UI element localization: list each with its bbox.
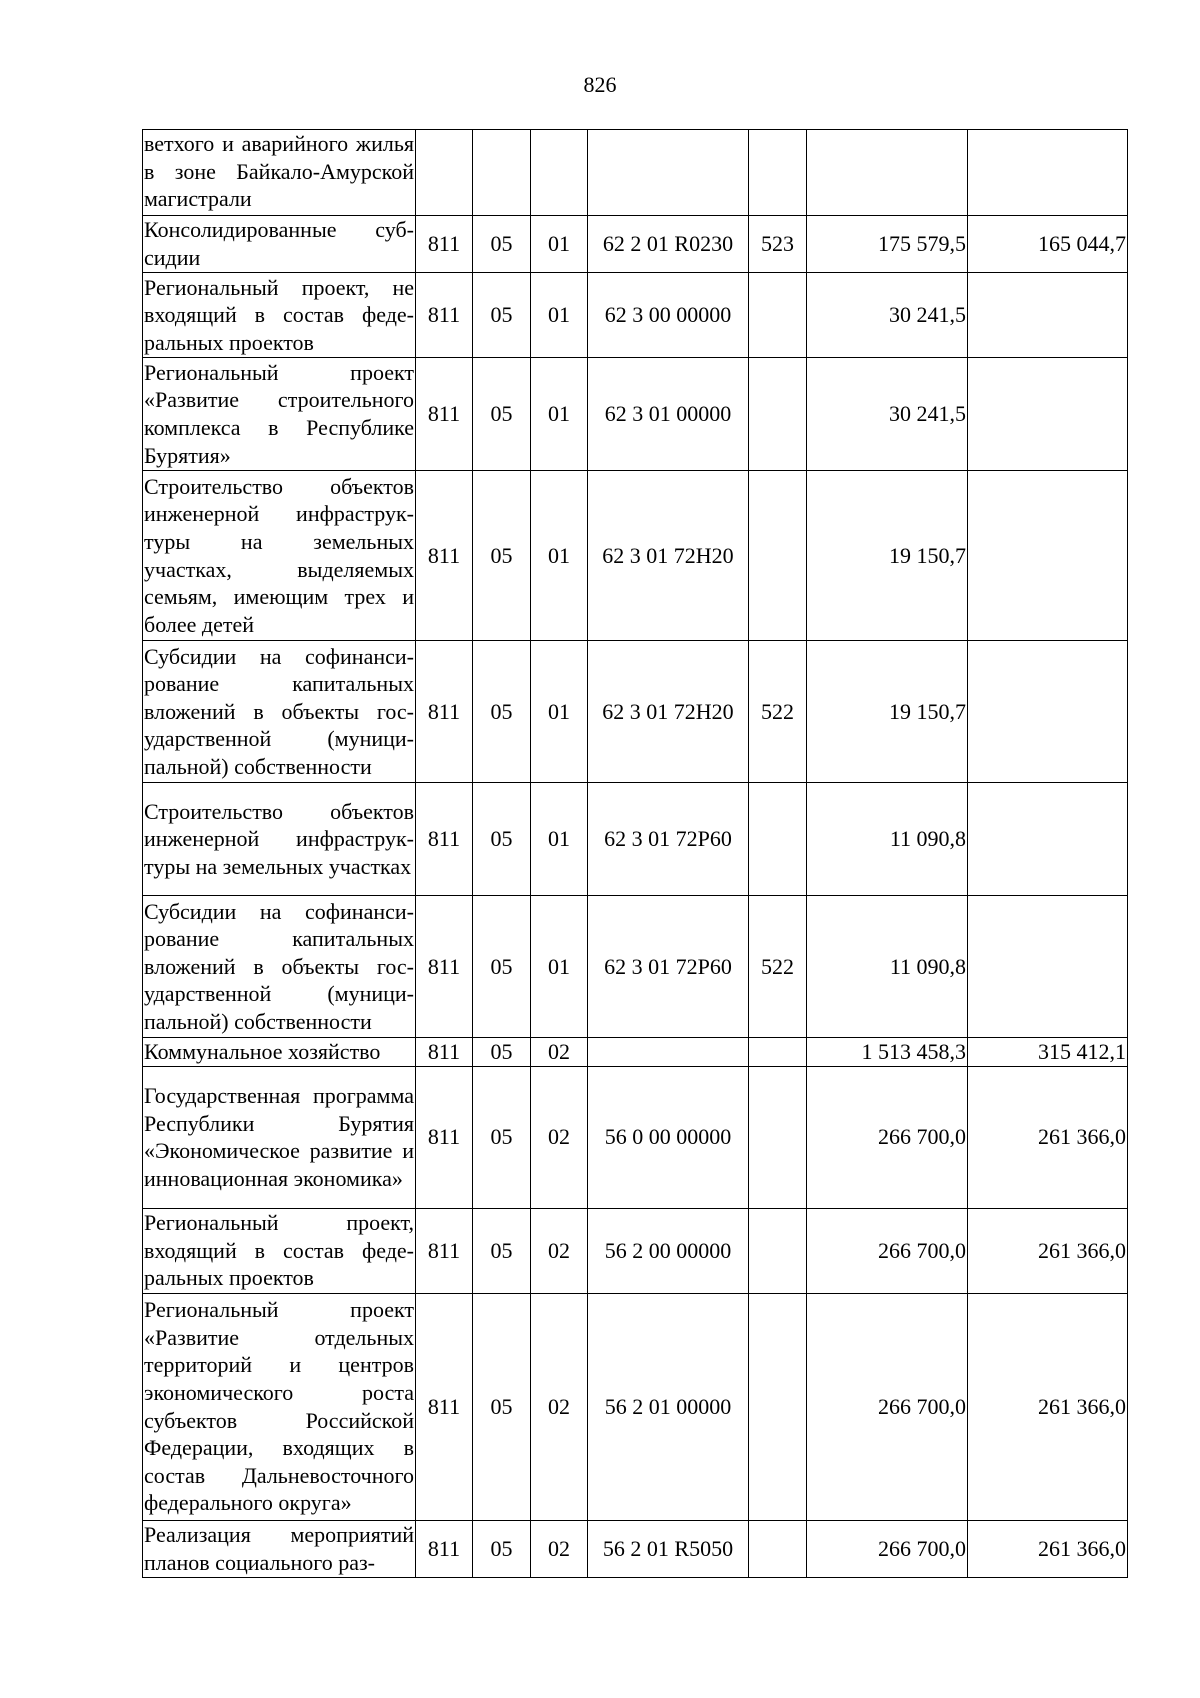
- cell-expense-type: [749, 1293, 807, 1520]
- cell-expense-type: [749, 130, 807, 216]
- cell-ved: 811: [416, 216, 473, 273]
- cell-target-article: 56 0 00 00000: [588, 1066, 749, 1208]
- cell-target-article: 62 2 01 R0230: [588, 216, 749, 273]
- cell-amount-1: [807, 130, 968, 216]
- table-row: [143, 1293, 1128, 1520]
- cell-expense-type: [749, 1520, 807, 1577]
- row-name: Консолидированные субсидии: [143, 216, 416, 273]
- row-name: ветхого и аварийного жилья в зоне Байкало-Амурской магистрали: [143, 130, 416, 216]
- cell-amount-2: [968, 783, 1128, 896]
- cell-subsection: 01: [531, 896, 588, 1038]
- cell-amount-2: [968, 273, 1128, 358]
- cell-ved: 811: [416, 641, 473, 783]
- row-name: Региональный проект, входящий в состав федеральных проектов: [143, 1208, 416, 1293]
- table-row: [143, 1208, 1128, 1293]
- table-row: [143, 1520, 1128, 1577]
- cell-section: 05: [473, 1520, 531, 1577]
- cell-amount-2: [968, 641, 1128, 783]
- row-name: Субсидии на софинансирование капитальных вложений в объекты государственной (муниципальной) собственности: [143, 896, 416, 1038]
- cell-section: 05: [473, 641, 531, 783]
- cell-expense-type: [749, 273, 807, 358]
- cell-amount-1: 11 090,8: [807, 896, 968, 1038]
- row-name: Региональный проект, не входящий в состав федеральных проектов: [143, 273, 416, 358]
- cell-subsection: 02: [531, 1293, 588, 1520]
- cell-amount-2: 261 366,0: [968, 1293, 1128, 1520]
- cell-section: 05: [473, 1208, 531, 1293]
- cell-amount-1: 266 700,0: [807, 1293, 968, 1520]
- cell-section: 05: [473, 471, 531, 641]
- table-row: [143, 130, 1128, 216]
- cell-section: 05: [473, 273, 531, 358]
- row-name: Субсидии на софинансирование капитальных вложений в объекты государственной (муниципальной) собственности: [143, 641, 416, 783]
- cell-ved: 811: [416, 273, 473, 358]
- cell-expense-type: [749, 1208, 807, 1293]
- cell-section: 05: [473, 783, 531, 896]
- cell-section: 05: [473, 1293, 531, 1520]
- table-row: [143, 641, 1128, 783]
- cell-amount-1: 19 150,7: [807, 641, 968, 783]
- page-number: 826: [583, 72, 617, 97]
- cell-target-article: 62 3 00 00000: [588, 273, 749, 358]
- table-row: [143, 216, 1128, 273]
- cell-amount-1: 30 241,5: [807, 273, 968, 358]
- cell-subsection: 02: [531, 1520, 588, 1577]
- cell-subsection: 01: [531, 641, 588, 783]
- cell-expense-type: [749, 783, 807, 896]
- row-name: Региональный проект «Развитие строительного комплекса в Республике Бурятия»: [143, 358, 416, 471]
- cell-ved: [416, 130, 473, 216]
- cell-target-article: 56 2 01 00000: [588, 1293, 749, 1520]
- cell-amount-2: 261 366,0: [968, 1520, 1128, 1577]
- cell-target-article: 62 3 01 72Н20: [588, 471, 749, 641]
- cell-amount-2: [968, 896, 1128, 1038]
- cell-section: [473, 130, 531, 216]
- row-name: Региональный проект «Развитие отдельных территорий и центров экономического роста субъектов Российской Федерации, входящих в состав Дальневосточного федерального округа»: [143, 1293, 416, 1520]
- cell-expense-type: 522: [749, 896, 807, 1038]
- cell-expense-type: [749, 1038, 807, 1067]
- table-row: [143, 471, 1128, 641]
- cell-subsection: 01: [531, 358, 588, 471]
- cell-ved: 811: [416, 896, 473, 1038]
- cell-ved: 811: [416, 1293, 473, 1520]
- cell-ved: 811: [416, 1208, 473, 1293]
- cell-target-article: 62 3 01 72Р60: [588, 783, 749, 896]
- cell-amount-1: 30 241,5: [807, 358, 968, 471]
- cell-target-article: 62 3 01 72Р60: [588, 896, 749, 1038]
- row-name: Реализация мероприятий планов социального раз-: [143, 1520, 416, 1577]
- cell-expense-type: [749, 471, 807, 641]
- cell-section: 05: [473, 1038, 531, 1067]
- cell-subsection: 01: [531, 216, 588, 273]
- row-name: Строительство объектов инженерной инфраструктуры на земельных участках: [143, 783, 416, 896]
- cell-target-article: 62 3 01 00000: [588, 358, 749, 471]
- cell-amount-2: 165 044,7: [968, 216, 1128, 273]
- cell-amount-1: 19 150,7: [807, 471, 968, 641]
- cell-amount-1: 266 700,0: [807, 1520, 968, 1577]
- cell-ved: 811: [416, 783, 473, 896]
- row-name: Строительство объектов инженерной инфраструктуры на земельных участках, выделяемых семьям, имеющим трех и более детей: [143, 471, 416, 641]
- row-name: Коммунальное хозяйство: [143, 1038, 416, 1067]
- row-name: Государственная программа Республики Бурятия «Экономическое развитие и инновационная экономика»: [143, 1066, 416, 1208]
- cell-subsection: 02: [531, 1038, 588, 1067]
- cell-section: 05: [473, 216, 531, 273]
- cell-target-article: 62 3 01 72Н20: [588, 641, 749, 783]
- table-row: [143, 358, 1128, 471]
- cell-ved: 811: [416, 1520, 473, 1577]
- cell-expense-type: [749, 358, 807, 471]
- cell-expense-type: [749, 1066, 807, 1208]
- table-row: [143, 273, 1128, 358]
- table-row: [143, 1038, 1128, 1067]
- cell-amount-2: [968, 471, 1128, 641]
- cell-subsection: 02: [531, 1066, 588, 1208]
- cell-subsection: 01: [531, 783, 588, 896]
- cell-ved: 811: [416, 1066, 473, 1208]
- cell-section: 05: [473, 1066, 531, 1208]
- budget-table: [142, 129, 1128, 1578]
- cell-target-article: [588, 1038, 749, 1067]
- cell-amount-1: 266 700,0: [807, 1208, 968, 1293]
- cell-amount-2: 261 366,0: [968, 1066, 1128, 1208]
- cell-target-article: 56 2 00 00000: [588, 1208, 749, 1293]
- cell-amount-2: [968, 358, 1128, 471]
- cell-expense-type: 522: [749, 641, 807, 783]
- cell-ved: 811: [416, 358, 473, 471]
- cell-subsection: [531, 130, 588, 216]
- cell-amount-2: 315 412,1: [968, 1038, 1128, 1067]
- cell-ved: 811: [416, 1038, 473, 1067]
- cell-section: 05: [473, 358, 531, 471]
- cell-target-article: 56 2 01 R5050: [588, 1520, 749, 1577]
- cell-subsection: 01: [531, 471, 588, 641]
- cell-expense-type: 523: [749, 216, 807, 273]
- table-body: [143, 130, 1128, 1578]
- cell-ved: 811: [416, 471, 473, 641]
- table-row: [143, 896, 1128, 1038]
- table-row: [143, 783, 1128, 896]
- cell-amount-1: 175 579,5: [807, 216, 968, 273]
- cell-amount-1: 266 700,0: [807, 1066, 968, 1208]
- cell-subsection: 01: [531, 273, 588, 358]
- cell-amount-2: [968, 130, 1128, 216]
- cell-amount-1: 11 090,8: [807, 783, 968, 896]
- cell-subsection: 02: [531, 1208, 588, 1293]
- table-row: [143, 1066, 1128, 1208]
- cell-amount-1: 1 513 458,3: [807, 1038, 968, 1067]
- cell-amount-2: 261 366,0: [968, 1208, 1128, 1293]
- cell-target-article: [588, 130, 749, 216]
- cell-section: 05: [473, 896, 531, 1038]
